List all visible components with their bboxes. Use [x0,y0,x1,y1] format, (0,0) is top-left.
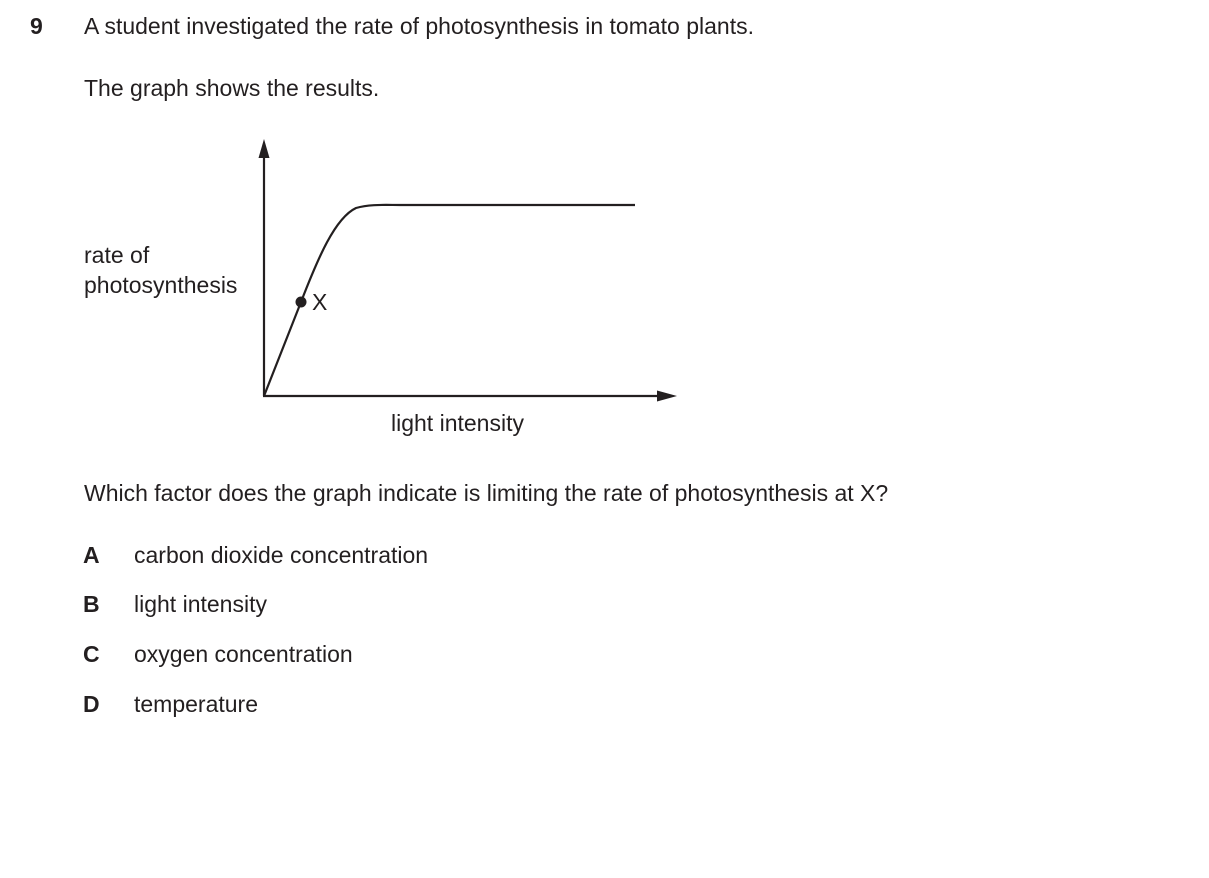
question-prompt: Which factor does the graph indicate is limiting the rate of photosynthesis at X? [84,480,889,506]
question-intro: The graph shows the results. [84,75,380,101]
option-c-text: oxygen concentration [134,641,353,667]
point-x-label: X [312,289,328,315]
option-a-letter: A [83,542,100,568]
x-axis-label: light intensity [391,410,524,436]
option-d-text: temperature [134,691,259,717]
option-b-letter: B [83,591,100,617]
question-number: 9 [30,13,43,39]
option-a-text: carbon dioxide concentration [134,542,429,568]
point-x-marker [296,297,307,308]
question-stem: A student investigated the rate of photosynthesis in tomato plants. [84,13,754,39]
y-axis-arrowhead [259,139,270,158]
x-axis-arrowhead [657,391,677,402]
y-axis-label-line1: rate of [84,242,150,268]
option-c-letter: C [83,641,100,667]
y-axis-label-line2: photosynthesis [84,272,238,298]
option-b-text: light intensity [134,591,267,617]
option-d-letter: D [83,691,100,717]
